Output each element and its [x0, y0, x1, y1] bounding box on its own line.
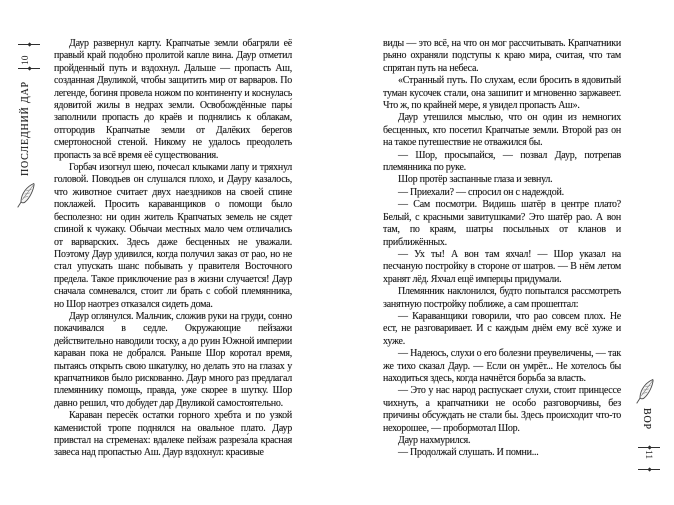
paragraph: Караван пересёк остатки горного хребта и по узкой каменистой тропе поднялся на овальное плато. Даур привстал на стременах: вдалеке пейзаж разреза́ла красная завеса над пропастью Аш. Даур вздохнул: красивые	[54, 410, 292, 459]
right-page-text	[383, 38, 621, 460]
feather-icon	[13, 179, 42, 213]
paragraph: — Караванщики говорили, что рао совсем плох. Не ест, не разговаривает. И с каждым днём ему всё хуже и хуже.	[383, 310, 621, 347]
page-number-rule	[638, 447, 660, 448]
left-page-number: 10	[21, 55, 31, 65]
paragraph: Горбач изогнул шею, почесал клыками лапу и тряхнул головой. Поводьев он слушался плохо, и Дауру казалось, что животное считает двух наездников на своей спине поклажей. Просить караванщиков о помощи было бесполезно: ни один житель Крапчатых земель не сядет спиной к чужаку. Обычаи местных мало чем отличались от варварских. Здесь даже бесценных не уважали. Поэтому Даур удивился, когда получил заказ от рао, но не стал упускать шанс побывать у правителя Восточного предела. Такое приключение раз в жизни случается! Даур сначала сомневался, стоит ли брать с собой племянника, но Шор наотрез отказался сидеть дома.	[54, 162, 292, 310]
paragraph: Даур нахмурился.	[398, 435, 471, 446]
left-page-text	[54, 38, 292, 460]
right-running-title: ВОР	[641, 408, 652, 430]
paragraph: виды — это всё, на что он мог рассчитывать. Крапчатники рьяно охраняли подступы к краю мира, считая, что там спрятан путь на небеса.	[383, 38, 621, 74]
page-number-rule	[638, 469, 660, 470]
paragraph: — Шор, просыпайся, — позвал Даур, потрепав племянника по руке.	[383, 149, 621, 174]
right-page-number: 11	[643, 450, 653, 460]
page-number-rule	[18, 68, 40, 69]
paragraph: «Странный путь. По слухам, если бросить в ядовитый туман кусочек стали, она зашипит и мгновенно заржавеет. Что ж, по крайней мере, я увидел пропасть Аш».	[383, 75, 621, 112]
paragraph: — Сам посмотри. Видишь шатёр в центре плато? Белый, с красными завитушками? Это шатёр рао. А вон там, по краям, шатры посыльных от кланов и приближённых.	[383, 199, 621, 248]
paragraph: Даур оглянулся. Мальчик, сложив руки на груди, сонно покачивался в седле. Окружающие пейзажи действительно наводили тоску, а до руин Южной империи караван пока не добрался. Раньше Шор коротал время, пытаясь открыть свою шкатулку, но делать это на глазах у крапчатников было рискованно. Даур много раз предлагал племяннику помощь, правда, уже скорее в шутку. Шор давно решил, что добудет дар Двуликой самостоятельно.	[54, 310, 292, 409]
paragraph: — Приехали? — спросил он с надеждой.	[398, 186, 564, 198]
paragraph: Даур развернул карту. Крапчатые земли обагряли её правый край подобно пролитой капле вина. Даур отметил пройденный путь и вздохнул. Дальше — пропасть Аш, созданная Двуликой, чтобы защитить мир от варваров. По легенде, богиня провела ножом по континенту и коснулась ядовитой жилы в недрах земли. Освобождённые пары́ заполнили пропасть до краёв и поднялись к облакам, отгородив Крапчатые земли от Далёких берегов смертоносной стеной. Никому не удалось преодолеть пропасть за всё время её существования.	[54, 38, 292, 161]
feather-icon	[632, 375, 661, 409]
paragraph: — Надеюсь, слухи о его болезни преувеличены, — так же тихо сказал Даур. — Если он умрёт... Не хотелось бы находиться здесь, когда начнётся борьба за власть.	[383, 348, 621, 384]
paragraph: Шор протёр заспанные глаза и зевнул.	[398, 174, 553, 186]
left-running-title: ПОСЛЕДНИЙ ДАР	[20, 81, 31, 176]
paragraph: — Это у нас народ распускает слухи, стоит принцессе чихнуть, а крапчатники не особо разговорчивы, без причины обсуждать не стали бы. Здесь происходит что-то нехорошее, — пробормотал Шор.	[383, 385, 621, 434]
paragraph: — Продолжай слушать. И помни...	[398, 447, 539, 459]
paragraph: Племянник наклонился, будто попытался рассмотреть занятную постройку поближе, а сам прошептал:	[383, 286, 621, 310]
paragraph: — Ух ты! А вон там яхчал! — Шор указал на песчаную постройку в стороне от шатров. — В нём летом хранят лёд. Яхчал ещё имперцы придумали.	[383, 248, 621, 285]
paragraph: Даур утешился мыслью, что он один из немногих бесценных, кто посетил Крапчатые земли. Второй раз он на такое путешествие не отважился бы.	[383, 112, 621, 149]
page-number-rule	[18, 44, 40, 45]
